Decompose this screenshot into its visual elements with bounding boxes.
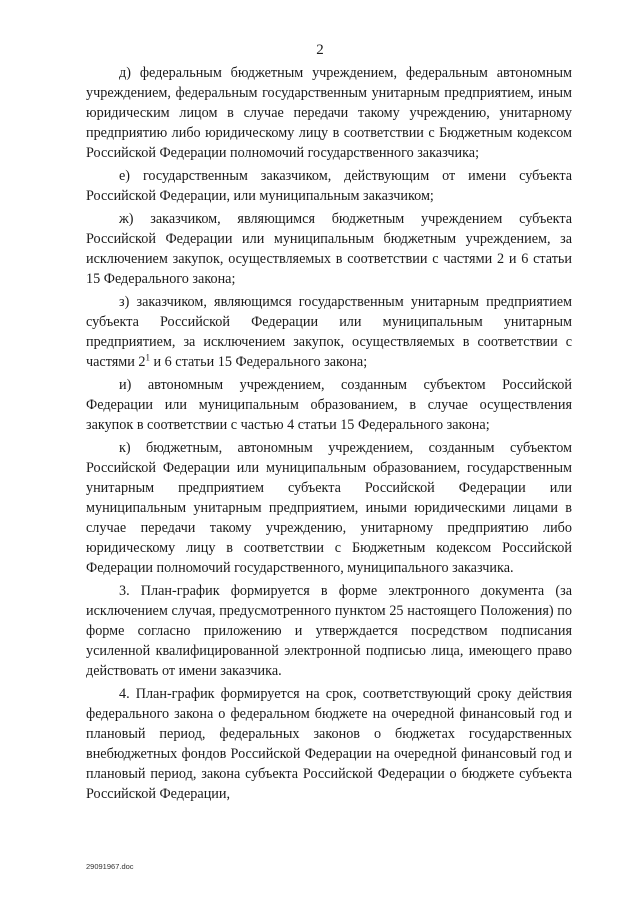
paragraph-z-text-end: и 6 статьи 15 Федерального закона; [149,354,368,370]
page-number: 2 [316,42,324,58]
paragraph-z-text: з) заказчиком, являющимся государственным унитарным предприятием субъекта Российской Федерации или муниципальным унитарным предприятием, за исключением закупок, осуществляемых в соответствии с частями 2 [86,294,572,370]
paragraph-k: к) бюджетным, автономным учреждением, созданным субъектом Российской Федерации или муниципальным образованием, государственным унитарным предприятием субъекта Российской Федерации или муниципальным унитарным предприятием, иными юридическими лицами в случае передачи такому учреждению, унитарному предприятию либо юридическому лицу в соответствии с Бюджетным кодексом Российской Федерации полномочий государственного, муниципального заказчика. [86,440,572,576]
paragraph-i: и) автономным учреждением, созданным субъектом Российской Федерации или муниципальным образованием, в случае осуществления закупок в соответствии с частью 4 статьи 15 Федерального закона; [86,377,572,433]
superscript: 1 [145,352,150,363]
paragraph-z [86,292,572,372]
document-body [86,63,572,807]
paragraph-4: 4. План-график формируется на срок, соответствующий сроку действия федерального закона о федеральном бюджете на очередной финансовый год и плановый период, федеральных законов о бюджетах государственных внебюджетных фондов Российской Федерации на очередной финансовый год и плановый период, закона субъекта Российской Федерации о бюджете субъекта Российской Федерации, [86,686,572,802]
paragraph-zh: ж) заказчиком, являющимся бюджетным учреждением субъекта Российской Федерации или муниципальным бюджетным учреждением, за исключением закупок, осуществляемых в соответствии с частями 2 и 6 статьи 15 Федерального закона; [86,211,572,287]
paragraph-d: д) федеральным бюджетным учреждением, федеральным автономным учреждением, федеральным государственным унитарным предприятием, иным юридическим лицом в случае передачи такому учреждению, унитарному предприятию либо юридическому лицу в соответствии с Бюджетным кодексом Российской Федерации полномочий государственного заказчика; [86,65,572,161]
file-name-footer: 29091967.doc [86,862,134,871]
paragraph-e: е) государственным заказчиком, действующим от имени субъекта Российской Федерации, или муниципальным заказчиком; [86,168,572,204]
paragraph-3: 3. План-график формируется в форме электронного документа (за исключением случая, предусмотренного пунктом 25 настоящего Положения) по форме согласно приложению и утверждается посредством подписания усиленной квалифицированной электронной подписью лица, имеющего право действовать от имени заказчика. [86,583,572,679]
